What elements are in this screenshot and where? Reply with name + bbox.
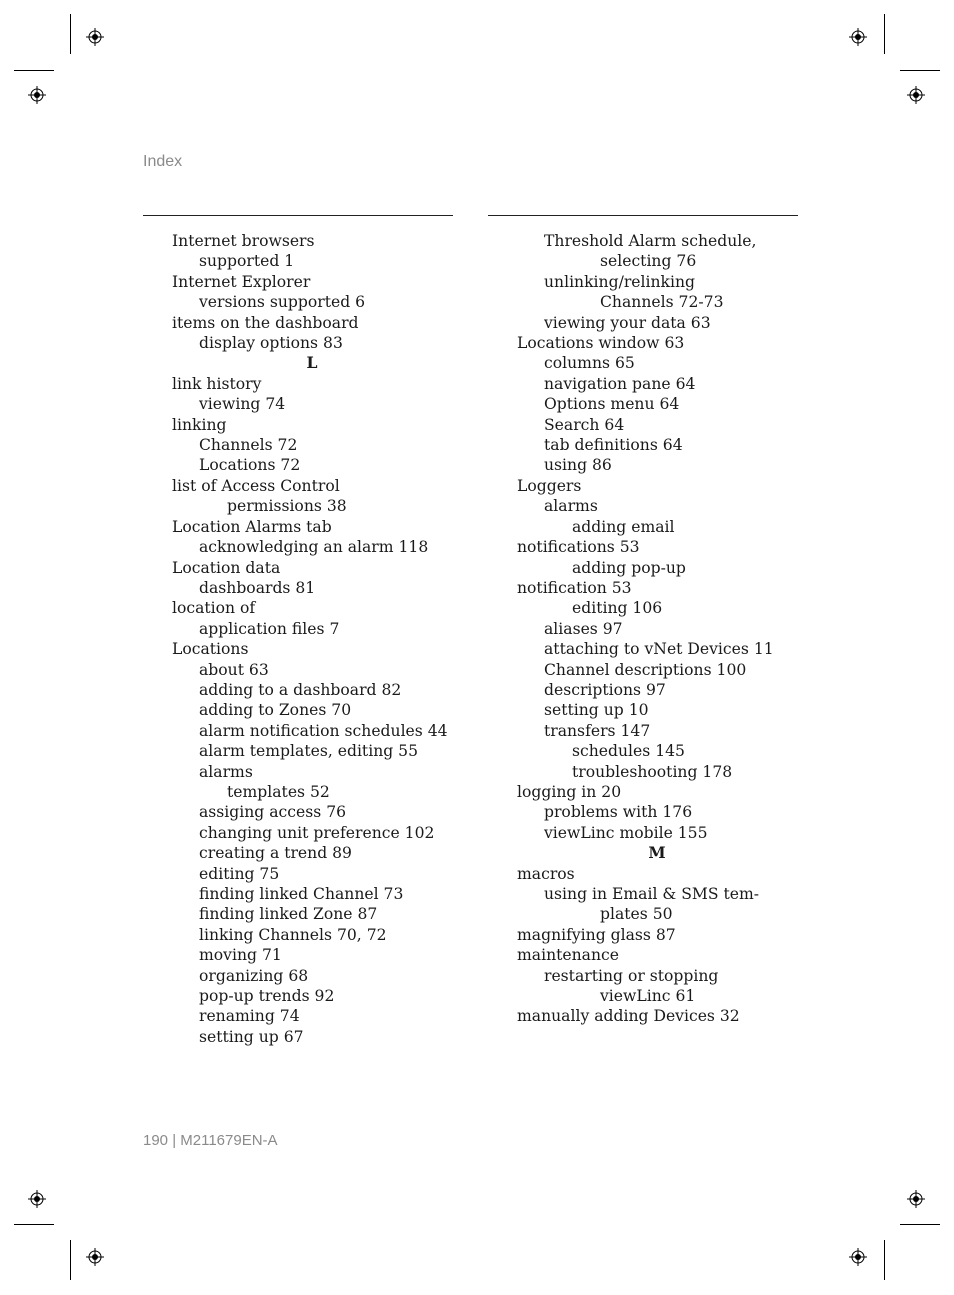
registration-mark-icon (86, 28, 104, 46)
index-entry: organizing 68 (199, 966, 309, 985)
index-entry: adding pop-up (572, 558, 686, 577)
index-entry: editing 106 (572, 599, 663, 618)
crop-mark (900, 1224, 940, 1225)
index-entry: using 86 (544, 456, 612, 475)
crop-mark (884, 14, 885, 54)
registration-mark-icon (907, 86, 925, 104)
index-entry: descriptions 97 (544, 680, 666, 699)
index-entry: supported 1 (199, 252, 295, 271)
index-letter-heading: M (648, 843, 666, 863)
index-entry: Locations window 63 (517, 334, 685, 353)
index-entry: columns 65 (544, 354, 635, 373)
index-entry: dashboards 81 (199, 578, 316, 597)
index-entry: Location Alarms tab (172, 517, 332, 536)
index-entry: Channel descriptions 100 (544, 660, 747, 679)
index-entry: templates 52 (227, 782, 330, 801)
index-entry: adding email (572, 517, 675, 536)
index-entry: Options menu 64 (544, 395, 680, 414)
index-entry: plates 50 (600, 905, 673, 924)
index-entry: alarms (199, 762, 253, 781)
index-entry: selecting 76 (600, 252, 697, 271)
index-entry: viewing 74 (199, 395, 286, 414)
index-entry: Locations (172, 640, 249, 659)
index-entry: application files 7 (199, 619, 340, 638)
index-entry: alarms (544, 497, 598, 516)
index-entry: permissions 38 (227, 497, 347, 516)
index-entry: Internet browsers (172, 232, 315, 250)
index-entry: Search 64 (544, 415, 625, 434)
registration-mark-icon (86, 1248, 104, 1266)
index-entry: attaching to vNet Devices 11 (544, 640, 774, 659)
index-entry: transfers 147 (544, 721, 651, 740)
index-entry: list of Access Control (172, 476, 340, 495)
index-entry: alarm notification schedules 44 (199, 721, 448, 740)
index-entry: restarting or stopping (544, 966, 719, 985)
index-entry: display options 83 (199, 334, 343, 353)
index-entry: viewLinc mobile 155 (544, 823, 708, 842)
index-entry: renaming 74 (199, 1007, 300, 1026)
index-entry: troubleshooting 178 (572, 762, 733, 781)
registration-mark-icon (849, 28, 867, 46)
index-entry: notifications 53 (517, 538, 640, 557)
page-header-title: Index (143, 153, 183, 170)
index-entry: setting up 10 (544, 701, 649, 720)
index-entry: problems with 176 (544, 803, 693, 822)
index-entry: editing 75 (199, 864, 280, 883)
index-entry: versions supported 6 (199, 293, 366, 312)
index-entry: finding linked Zone 87 (199, 905, 378, 924)
index-entry: creating a trend 89 (199, 844, 352, 863)
index-entry: Threshold Alarm schedule, (544, 232, 757, 250)
index-entry: Channels 72 (199, 436, 298, 455)
index-entry: linking (172, 415, 227, 434)
crop-mark (14, 1224, 54, 1225)
registration-mark-icon (28, 86, 46, 104)
index-entry: notification 53 (517, 578, 632, 597)
page-footer: 190 | M211679EN-A (143, 1132, 278, 1149)
index-entry: setting up 67 (199, 1027, 304, 1046)
index-entry: viewing your data 63 (544, 313, 711, 332)
index-entry: changing unit preference 102 (199, 823, 435, 842)
index-entry: macros (517, 864, 575, 883)
crop-mark (70, 14, 71, 54)
index-entry: magnifying glass 87 (517, 925, 676, 944)
crop-mark (14, 70, 54, 71)
index-entry: schedules 145 (572, 742, 685, 761)
registration-mark-icon (849, 1248, 867, 1266)
index-entry: Location data (172, 558, 281, 577)
index-entry: about 63 (199, 660, 269, 679)
index-entry: logging in 20 (517, 782, 622, 801)
index-entry: maintenance (517, 946, 619, 965)
index-entry: finding linked Channel 73 (199, 885, 404, 903)
index-entry: Loggers (517, 476, 582, 495)
registration-mark-icon (907, 1190, 925, 1208)
index-entry: Locations 72 (199, 456, 301, 475)
index-entry: Internet Explorer (172, 272, 311, 291)
index-entry: moving 71 (199, 946, 282, 965)
index-entry: navigation pane 64 (544, 374, 696, 393)
index-entry: acknowledging an alarm 118 (199, 538, 429, 557)
index-entry: location of (172, 599, 256, 618)
index-entry: assiging access 76 (199, 803, 347, 822)
index-entry: adding to a dashboard 82 (199, 680, 402, 699)
index-entry: using in Email & SMS tem- (544, 885, 760, 903)
index-entry: alarm templates, editing 55 (199, 742, 419, 761)
crop-mark (70, 1240, 71, 1280)
index-entry: aliases 97 (544, 619, 623, 638)
index-entry: unlinking/relinking (544, 272, 695, 291)
index-column-right (517, 231, 807, 1027)
crop-mark (900, 70, 940, 71)
index-entry: items on the dashboard (172, 313, 359, 332)
index-letter-heading: L (306, 353, 318, 373)
index-entry: manually adding Devices 32 (517, 1007, 740, 1026)
index-entry: pop-up trends 92 (199, 987, 335, 1006)
index-entry: link history (172, 374, 262, 393)
index-column-left (172, 231, 472, 1047)
crop-mark (884, 1240, 885, 1280)
right-column-rule (488, 215, 798, 216)
left-column-rule (143, 215, 453, 216)
index-entry: adding to Zones 70 (199, 701, 352, 720)
registration-mark-icon (28, 1190, 46, 1208)
index-entry: viewLinc 61 (600, 987, 696, 1006)
index-entry: linking Channels 70, 72 (199, 925, 387, 944)
index-entry: tab definitions 64 (544, 436, 683, 455)
index-entry: Channels 72-73 (600, 293, 724, 312)
